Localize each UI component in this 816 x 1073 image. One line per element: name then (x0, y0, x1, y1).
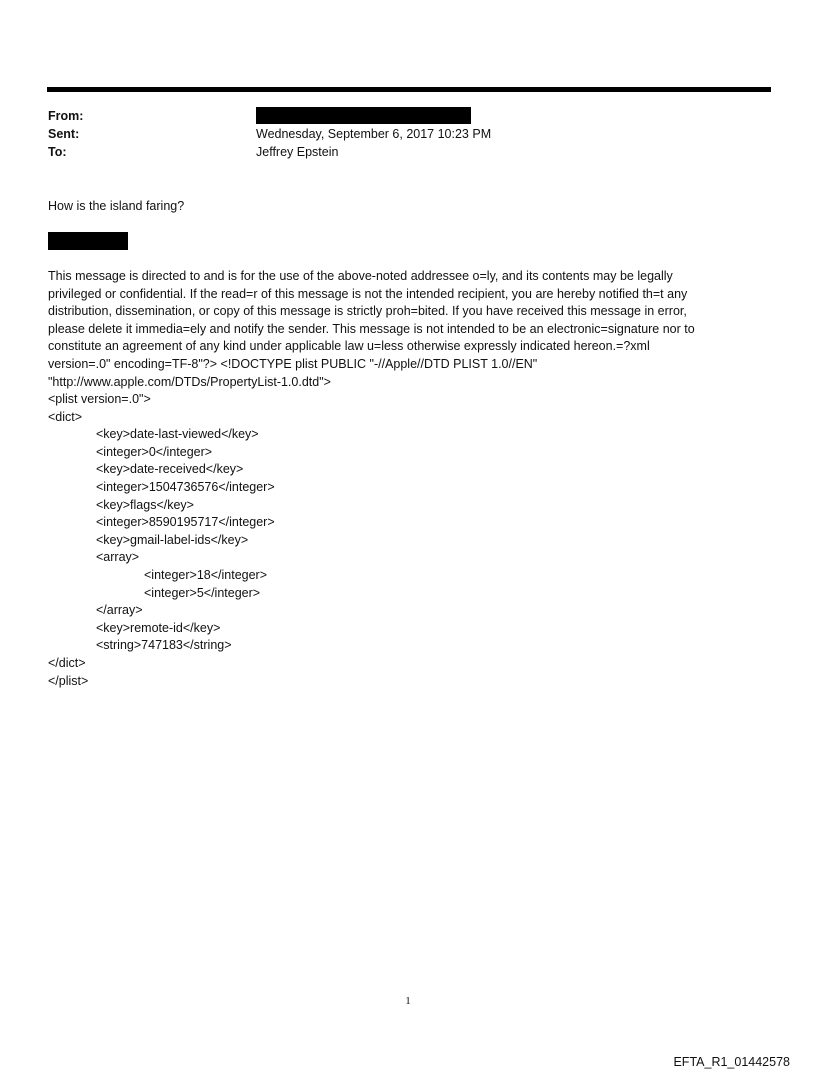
disclaimer-line: constitute an agreement of any kind under applicable law u=less otherwise expressly indicated hereon.=?xml (48, 339, 650, 354)
plist-line: <key>flags</key> (96, 497, 194, 512)
plist-line: </dict> (48, 655, 86, 670)
plist-line: <integer>0</integer> (96, 444, 213, 459)
disclaimer-line: distribution, dissemination, or copy of this message is strictly proh=bited. If you have received this message in error, (48, 304, 687, 319)
disclaimer-line: please delete it immedia=ely and notify the sender. This message is not intended to be an electronic=signature nor to (48, 321, 695, 336)
disclaimer-line: "http://www.apple.com/DTDs/PropertyList-1.0.dtd"> (48, 374, 331, 389)
plist-line: </array> (96, 603, 143, 618)
plist-line: <plist version=.0"> (48, 392, 151, 406)
plist-line: <integer>8590195717</integer> (96, 515, 275, 530)
plist-line: </plist> (48, 673, 89, 688)
plist-line: <key>date-last-viewed</key> (96, 427, 259, 442)
message-body: How is the island faring? (48, 199, 185, 213)
to-label: To: (48, 145, 67, 159)
plist-line: <integer>1504736576</integer> (96, 479, 275, 494)
from-redaction (256, 107, 471, 124)
plist-line: <array> (96, 550, 140, 565)
disclaimer (48, 268, 695, 391)
plist-line: <key>date-received</key> (96, 462, 244, 477)
header-divider (47, 87, 771, 92)
from-label: From: (48, 109, 84, 123)
signature-redaction (48, 232, 128, 250)
plist-line: <key>gmail-label-ids</key> (96, 532, 249, 547)
plist-line: <integer>5</integer> (144, 585, 261, 600)
sent-label: Sent: (48, 127, 80, 141)
plist-line: <integer>18</integer> (144, 567, 268, 582)
plist-line: <key>remote-id</key> (96, 620, 221, 635)
disclaimer-line: privileged or confidential. If the read=r of this message is not the intended recipient, you are hereby notified th=t any (48, 286, 688, 301)
document-id: EFTA_R1_01442578 (673, 1055, 790, 1069)
plist-line: <dict> (48, 409, 83, 424)
to-value: Jeffrey Epstein (256, 145, 339, 159)
disclaimer-line: version=.0" encoding=TF-8"?> <!DOCTYPE plist PUBLIC "-//Apple//DTD PLIST 1.0//EN" (48, 356, 538, 371)
plist-line: <string>747183</string> (96, 638, 232, 653)
sent-value: Wednesday, September 6, 2017 10:23 PM (256, 127, 492, 141)
page-number: 1 (405, 995, 411, 1007)
disclaimer-line: This message is directed to and is for the use of the above-noted addressee o=ly, and its contents may be legally (48, 269, 673, 283)
plist-block (48, 391, 275, 690)
